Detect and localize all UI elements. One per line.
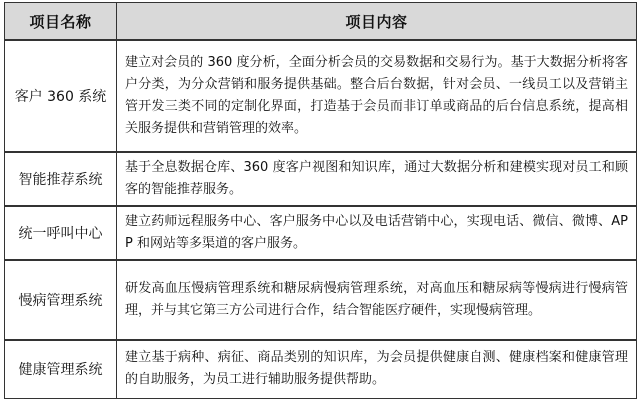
header-project-content: 项目内容 xyxy=(117,3,637,41)
table-row xyxy=(5,40,637,152)
table-row xyxy=(5,340,637,398)
table-row xyxy=(5,206,637,260)
row-content-cell: 建立药师远程服务中心、客户服务中心以及电话营销中心，实现电话、微信、微博、APP 和网站等多渠道的客户服务。 xyxy=(117,206,637,260)
row-content-cell: 建立基于病种、病征、商品类别的知识库，为会员提供健康自测、健康档案和健康管理的自助服务，为员工进行辅助服务提供帮助。 xyxy=(117,340,637,398)
table-body xyxy=(5,40,637,398)
row-content-cell: 基于全息数据仓库、360 度客户视图和知识库，通过大数据分析和建模实现对员工和顾客的智能推荐服务。 xyxy=(117,152,637,206)
row-name-cell: 客户 360 系统 xyxy=(5,40,117,152)
row-name-cell: 智能推荐系统 xyxy=(5,152,117,206)
table-row xyxy=(5,260,637,340)
table-header xyxy=(5,3,637,41)
header-project-name: 项目名称 xyxy=(5,3,117,41)
project-table xyxy=(4,2,637,399)
row-name-cell: 慢病管理系统 xyxy=(5,260,117,340)
row-name-cell: 统一呼叫中心 xyxy=(5,206,117,260)
header-row xyxy=(5,3,637,41)
row-name-cell: 健康管理系统 xyxy=(5,340,117,398)
table-row xyxy=(5,152,637,206)
row-content-cell: 建立对会员的 360 度分析，全面分析会员的交易数据和交易行为。基于大数据分析将客户分类，为分众营销和服务提供基础。整合后台数据，针对会员、一线员工以及营销主管开发三类不同的定制化界面，打造基于会员而非订单或商品的后台信息系统，提高相关服务提供和营销管理的效率。 xyxy=(117,40,637,152)
row-content-cell: 研发高血压慢病管理系统和糖尿病慢病管理系统，对高血压和糖尿病等慢病进行慢病管理，并与其它第三方公司进行合作，结合智能医疗硬件，实现慢病管理。 xyxy=(117,260,637,340)
